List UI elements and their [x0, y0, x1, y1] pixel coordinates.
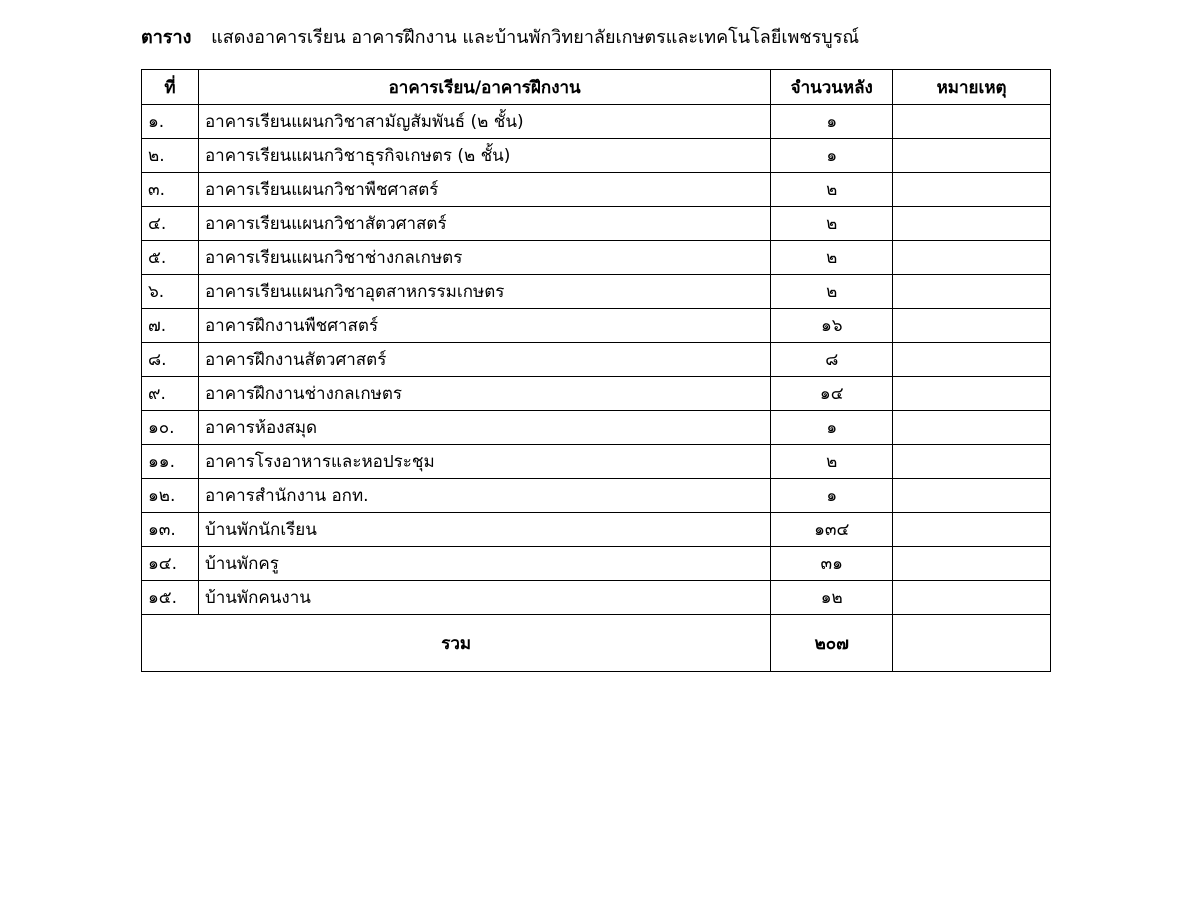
- row-count: ๒: [771, 241, 893, 275]
- table-row: [142, 343, 1051, 377]
- row-count: ๑๖: [771, 309, 893, 343]
- table-row: [142, 173, 1051, 207]
- row-count: ๒: [771, 445, 893, 479]
- table-row: [142, 513, 1051, 547]
- row-number: ๑๑.: [142, 445, 199, 479]
- total-label: รวม: [142, 615, 771, 672]
- row-building-name: อาคารโรงอาหารและหอประชุม: [198, 445, 770, 479]
- row-building-name: อาคารเรียนแผนกวิชาสัตวศาสตร์: [198, 207, 770, 241]
- row-count: ๑๔: [771, 377, 893, 411]
- table-row: [142, 479, 1051, 513]
- row-number: ๙.: [142, 377, 199, 411]
- row-note: [893, 411, 1051, 445]
- row-count: ๒: [771, 173, 893, 207]
- row-note: [893, 139, 1051, 173]
- row-number: ๖.: [142, 275, 199, 309]
- row-number: ๑๓.: [142, 513, 199, 547]
- row-count: ๑: [771, 411, 893, 445]
- row-count: ๑: [771, 105, 893, 139]
- table-row: [142, 241, 1051, 275]
- row-note: [893, 479, 1051, 513]
- caption-text: แสดงอาคารเรียน อาคารฝึกงาน และบ้านพักวิทยาลัยเกษตรและเทคโนโลยีเพชรบูรณ์: [211, 27, 860, 48]
- total-count: ๒๐๗: [771, 615, 893, 672]
- caption-label: ตาราง: [141, 27, 192, 48]
- row-count: ๒: [771, 275, 893, 309]
- table-row: [142, 445, 1051, 479]
- row-note: [893, 343, 1051, 377]
- row-building-name: อาคารฝึกงานช่างกลเกษตร: [198, 377, 770, 411]
- row-note: [893, 309, 1051, 343]
- row-count: ๘: [771, 343, 893, 377]
- row-building-name: อาคารเรียนแผนกวิชาอุตสาหกรรมเกษตร: [198, 275, 770, 309]
- header-note: หมายเหตุ: [893, 70, 1051, 105]
- row-building-name: อาคารฝึกงานสัตวศาสตร์: [198, 343, 770, 377]
- row-count: ๓๑: [771, 547, 893, 581]
- table-row: [142, 275, 1051, 309]
- table-row: [142, 105, 1051, 139]
- table-row: [142, 547, 1051, 581]
- row-building-name: อาคารเรียนแผนกวิชาสามัญสัมพันธ์ (๒ ชั้น): [198, 105, 770, 139]
- table-row: [142, 309, 1051, 343]
- row-building-name: อาคารฝึกงานพืชศาสตร์: [198, 309, 770, 343]
- row-building-name: อาคารเรียนแผนกวิชาธุรกิจเกษตร (๒ ชั้น): [198, 139, 770, 173]
- table-caption: [141, 22, 859, 51]
- row-number: ๑๔.: [142, 547, 199, 581]
- row-number: ๓.: [142, 173, 199, 207]
- row-building-name: บ้านพักนักเรียน: [198, 513, 770, 547]
- row-count: ๑๒: [771, 581, 893, 615]
- total-note: [893, 615, 1051, 672]
- row-note: [893, 581, 1051, 615]
- row-note: [893, 445, 1051, 479]
- header-name: อาคารเรียน/อาคารฝึกงาน: [198, 70, 770, 105]
- row-note: [893, 207, 1051, 241]
- row-count: ๒: [771, 207, 893, 241]
- row-building-name: อาคารห้องสมุด: [198, 411, 770, 445]
- row-note: [893, 105, 1051, 139]
- row-building-name: อาคารสำนักงาน อกท.: [198, 479, 770, 513]
- table-row: [142, 411, 1051, 445]
- row-note: [893, 241, 1051, 275]
- row-number: ๗.: [142, 309, 199, 343]
- table-row: [142, 207, 1051, 241]
- table-row: [142, 139, 1051, 173]
- row-count: ๑: [771, 479, 893, 513]
- row-number: ๑.: [142, 105, 199, 139]
- row-number: ๘.: [142, 343, 199, 377]
- header-count: จำนวนหลัง: [771, 70, 893, 105]
- row-count: ๑: [771, 139, 893, 173]
- row-building-name: อาคารเรียนแผนกวิชาช่างกลเกษตร: [198, 241, 770, 275]
- row-note: [893, 513, 1051, 547]
- row-number: ๑๕.: [142, 581, 199, 615]
- row-note: [893, 547, 1051, 581]
- row-number: ๑๒.: [142, 479, 199, 513]
- row-note: [893, 377, 1051, 411]
- row-number: ๒.: [142, 139, 199, 173]
- row-number: ๔.: [142, 207, 199, 241]
- row-count: ๑๓๔: [771, 513, 893, 547]
- row-building-name: อาคารเรียนแผนกวิชาพืชศาสตร์: [198, 173, 770, 207]
- row-building-name: บ้านพักครู: [198, 547, 770, 581]
- row-number: ๕.: [142, 241, 199, 275]
- table-row: [142, 377, 1051, 411]
- total-row: [142, 615, 1051, 672]
- buildings-table: [141, 69, 1051, 672]
- row-building-name: บ้านพักคนงาน: [198, 581, 770, 615]
- table-header-row: [142, 70, 1051, 105]
- header-no: ที่: [142, 70, 199, 105]
- row-note: [893, 173, 1051, 207]
- row-note: [893, 275, 1051, 309]
- row-number: ๑๐.: [142, 411, 199, 445]
- table-row: [142, 581, 1051, 615]
